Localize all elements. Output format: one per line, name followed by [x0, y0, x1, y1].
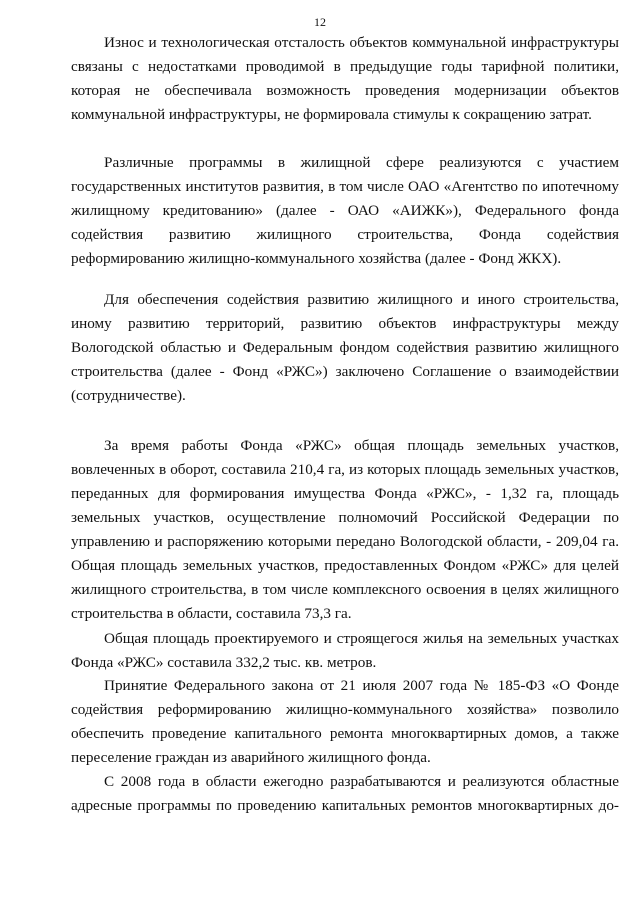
paragraph-housing-programs: Различные программы в жилищной сфере реализуются с участием государственных институтов развития, в том числе ОАО «Агентство по ипотечному жилищному кредитованию» (далее - ОАО «АИЖК»), Федерального фонда содействия развитию жилищного строительства, Фонда содействия реформированию жилищно-коммунального хозяйства (далее - Фонд ЖКХ). — [71, 154, 619, 267]
page-number: 12 — [314, 15, 326, 29]
paragraph-infrastructure-wear: Износ и технологическая отсталость объектов коммунальной инфраструктуры связаны с недостатками проводимой в предыдущие годы тарифной политики, которая не обеспечивала возможность проведения модернизации объектов коммунальной инфраструктуры, не формировала стимулы к сокращению затрат. — [71, 34, 619, 123]
paragraph-federal-law: Принятие Федерального закона от 21 июля 2007 года № 185-ФЗ «О Фонде содействия реформированию жилищно-коммунального хозяйства» позволило обеспечить проведение капитального ремонта многоквартирных домов, а также переселение граждан из аварийного жилищного фонда. — [71, 677, 619, 766]
paragraph-rzhs-agreement: Для обеспечения содействия развитию жилищного и иного строительства, иному развитию территорий, развитию объектов инфраструктуры между Вологодской областью и Федеральным фондом содействия развитию жилищного строительства (далее - Фонд «РЖС») заключено Соглашение о взаимодействии (сотрудничестве). — [71, 291, 619, 404]
paragraph-land-area: За время работы Фонда «РЖС» общая площадь земельных участков, вовлеченных в оборот, составила 210,4 га, из которых площадь земельных участков, переданных для формирования имущества Фонда «РЖС», - 1,32 га, площадь земельных участков, осуществление полномочий Российской Федерации по управлению и распоряжению которыми передано Вологодской области, - 209,04 га. Общая площадь земельных участков, предоставленных Фондом «РЖС» для целей жилищного строительства, в том числе комплексного освоения в целях жилищного строительства в области, составила 73,3 га. — [71, 437, 619, 622]
paragraph-housing-area: Общая площадь проектируемого и строящегося жилья на земельных участках Фонда «РЖС» составила 332,2 тыс. кв. метров. — [71, 630, 619, 671]
paragraph-regional-programs: С 2008 года в области ежегодно разрабатываются и реализуются областные адресные программы по проведению капитальных ремонтов многоквартирных до- — [71, 773, 619, 814]
